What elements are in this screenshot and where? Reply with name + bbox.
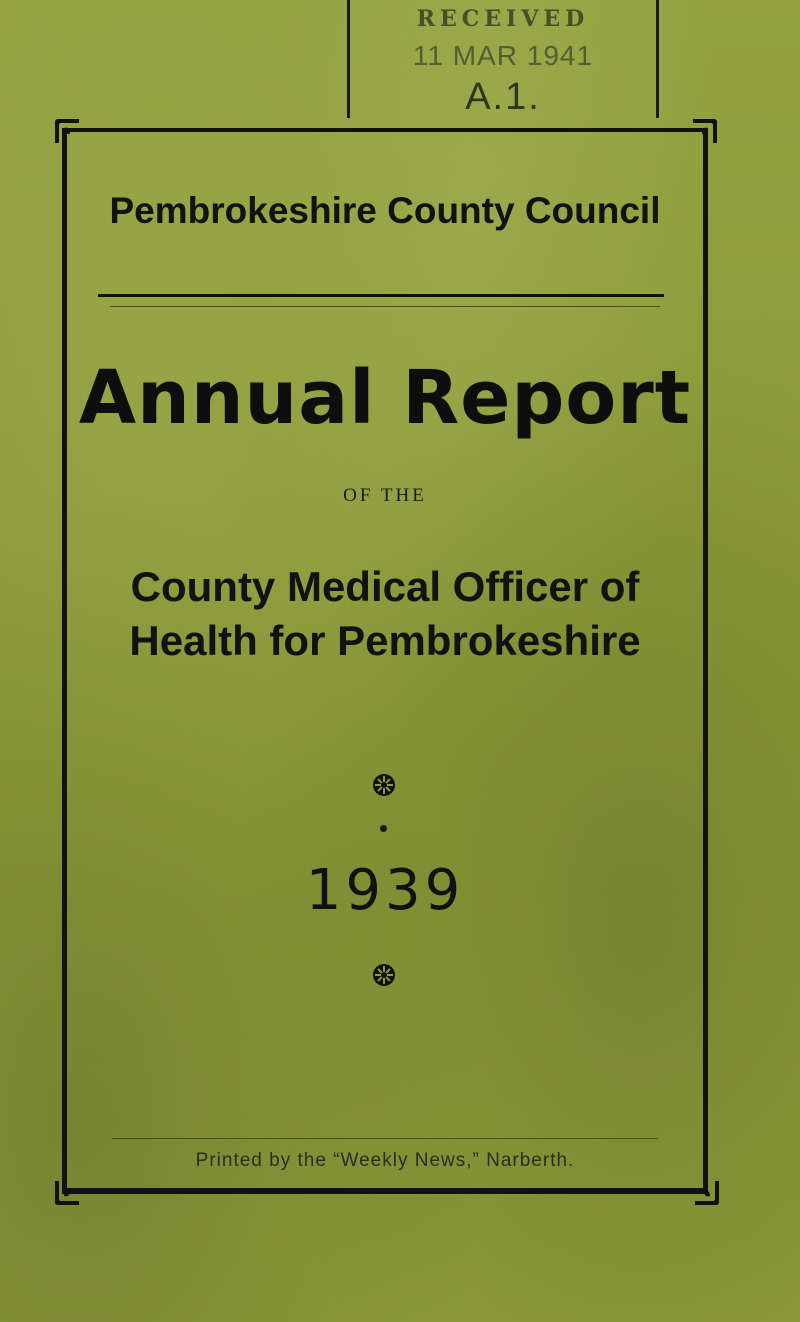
fleuron-icon — [371, 962, 397, 988]
fleuron-icon — [371, 772, 397, 798]
divider-rule — [98, 294, 664, 297]
corner-ornament-icon — [690, 116, 720, 146]
corner-ornament-icon — [692, 1178, 722, 1208]
corner-ornament-icon — [52, 116, 82, 146]
divider-rule — [110, 306, 660, 307]
council-heading: Pembrokeshire County Council — [109, 190, 661, 231]
report-year: 1939 — [305, 858, 465, 923]
subject-line-1: County Medical Officer of — [130, 563, 640, 610]
stamp-reference: A.1. — [465, 76, 541, 118]
received-stamp — [347, 0, 659, 118]
footer-rule — [112, 1138, 658, 1139]
subject-line-2: Health for Pembrokeshire — [129, 617, 641, 664]
report-title: Annual Report — [78, 355, 692, 441]
of-the-label: OF THE — [343, 485, 427, 506]
printer-imprint: Printed by the “Weekly News,” Narberth. — [195, 1150, 575, 1171]
corner-ornament-icon — [52, 1178, 82, 1208]
stamp-received-label: RECEIVED — [416, 6, 590, 32]
report-subject — [62, 560, 708, 668]
decorative-dot — [380, 825, 387, 832]
stamp-date: 11 MAR 1941 — [412, 40, 594, 71]
